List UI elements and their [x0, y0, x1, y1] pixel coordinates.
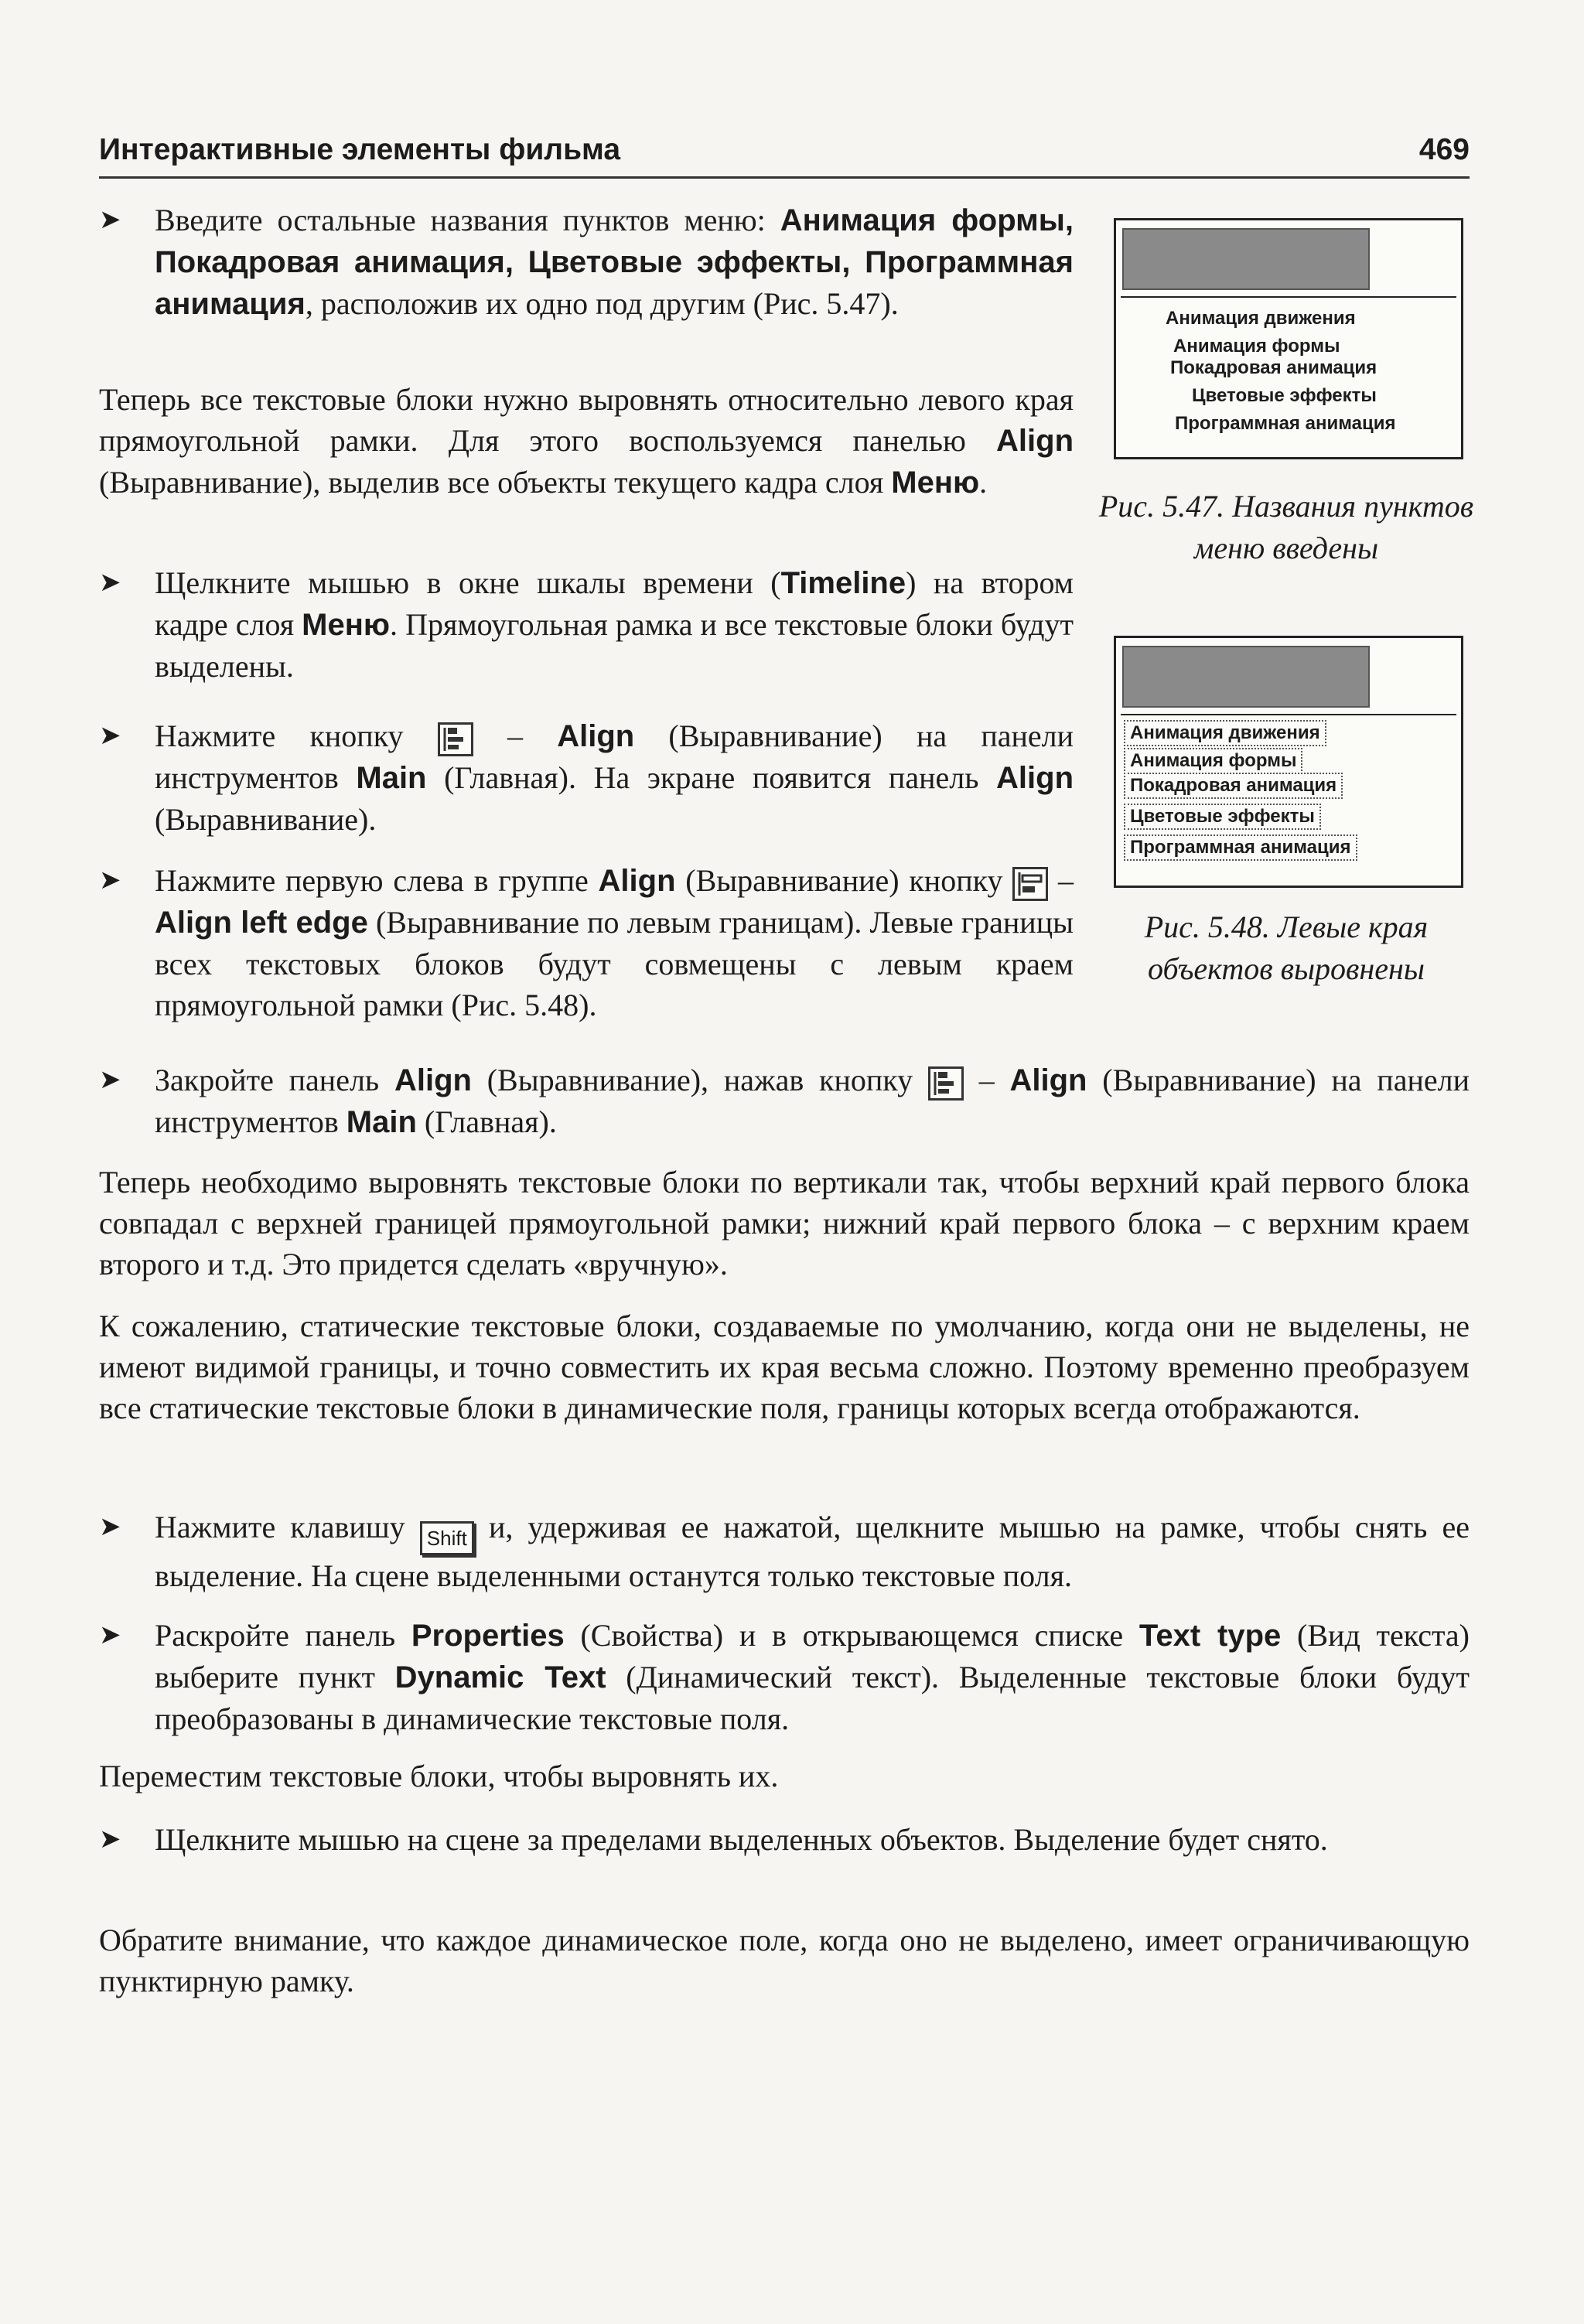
menu-item: Покадровая анимация — [1170, 357, 1377, 378]
figure-header-bar — [1122, 646, 1370, 708]
paragraph-bullet-9: Нажмите клавишу Shift и, удерживая ее нажатой, щелкните мышью на рамке, чтобы снять ее выделение. На сцене выделенными останутся только текстовые поля. — [155, 1510, 1470, 1593]
paragraph-2: Теперь все текстовые блоки нужно выровнять относительно левого края прямоугольной рамки. Для этого воспользуемся панелью Align (Выравнивание), выделив все объекты текущего кадра слоя Меню. — [99, 382, 1074, 500]
figure-5-48-caption: Рис. 5.48. Левые края объектов выровнены — [1144, 909, 1429, 986]
header-rule — [99, 176, 1470, 179]
menu-item: Анимация движения — [1166, 308, 1356, 329]
paragraph-bullet-1: Введите остальные названия пунктов меню: Анимация формы, Покадровая анимация, Цветовые эффекты, Программная анимация, расположив их одно под другим (Рис. 5.47). — [155, 203, 1074, 321]
running-header — [99, 133, 1470, 169]
figure-5-47 — [1114, 218, 1463, 459]
paragraph-bullet-6: Закройте панель Align (Выравнивание), нажав кнопку – Align (Выравнивание) на панели инструментов Main (Главная). — [155, 1063, 1470, 1139]
dynamic-text-field: Покадровая анимация — [1124, 773, 1343, 799]
paragraph-bullet-3: Щелкните мышью в окне шкалы времени (Timeline) на втором кадре слоя Меню. Прямоугольная рамка и все текстовые блоки будут выделены. — [155, 565, 1074, 684]
bullet-icon: ➤ — [99, 1825, 121, 1854]
page-number: 469 — [1418, 133, 1470, 166]
align-left-edge-icon — [1012, 867, 1048, 901]
chapter-title: Интерактивные элементы фильма — [99, 133, 621, 166]
bullet-icon: ➤ — [99, 1621, 121, 1650]
figure-divider — [1121, 714, 1456, 715]
paragraph-13: Обратите внимание, что каждое динамическое поле, когда оно не выделено, имеет ограничивающую пунктирную рамку. — [99, 1923, 1470, 1998]
bullet-icon: ➤ — [99, 1066, 121, 1094]
paragraph-8: К сожалению, статические текстовые блоки, создаваемые по умолчанию, когда они не выделены, не имеют видимой границы, и точно совместить их края весьма сложно. Поэтому временно преобразуем все статические текстовые блоки в динамические поля, границы которых всегда отображаются. — [99, 1309, 1470, 1425]
menu-item: Программная анимация — [1175, 413, 1396, 434]
dynamic-text-field: Анимация движения — [1124, 720, 1326, 746]
bullet-icon: ➤ — [99, 568, 121, 597]
shift-key-icon: Shift — [420, 1521, 474, 1555]
dynamic-text-field: Цветовые эффекты — [1124, 804, 1321, 830]
dynamic-text-field: Анимация формы — [1124, 748, 1302, 774]
align-panel-icon — [438, 722, 473, 756]
figure-5-47-caption: Рис. 5.47. Названия пунктов меню введены — [1098, 489, 1474, 565]
menu-item: Цветовые эффекты — [1192, 385, 1377, 406]
paragraph-7: Теперь необходимо выровнять текстовые блоки по вертикали так, чтобы верхний край первого блока совпадал с верхней границей прямоугольной рамки; нижний край первого блока – с верхним краем второго и т.д. Это придется сделать «вручную». — [99, 1165, 1470, 1281]
figure-header-bar — [1122, 228, 1370, 290]
paragraph-bullet-10: Раскройте панель Properties (Свойства) и в открывающемся списке Text type (Вид текста) выберите пункт Dynamic Text (Динамический текст). Выделенные текстовые блоки будут преобразованы в динамические текстовые поля. — [155, 1618, 1470, 1736]
figure-5-48 — [1114, 636, 1463, 888]
bullet-icon: ➤ — [99, 206, 121, 234]
paragraph-bullet-12: Щелкните мышью на сцене за пределами выделенных объектов. Выделение будет снято. — [155, 1822, 1328, 1857]
bullet-icon: ➤ — [99, 866, 121, 895]
dynamic-text-field: Программная анимация — [1124, 834, 1357, 861]
align-panel-icon — [928, 1066, 964, 1101]
paragraph-11: Переместим текстовые блоки, чтобы выровнять их. — [99, 1759, 779, 1793]
bullet-icon: ➤ — [99, 1513, 121, 1541]
paragraph-bullet-5: Нажмите первую слева в группе Align (Выравнивание) кнопку – Align left edge (Выравнивание по левым границам). Левые границы всех текстовых блоков будут совмещены с левым краем прямоугольной рамки (Рис. 5.48). — [155, 863, 1074, 1022]
menu-item: Анимация формы — [1173, 336, 1340, 357]
figure-divider — [1121, 296, 1456, 298]
paragraph-bullet-4: Нажмите кнопку – Align (Выравнивание) на панели инструментов Main (Главная). На экране появится панель Align (Выравнивание). — [155, 718, 1074, 837]
bullet-icon: ➤ — [99, 722, 121, 750]
